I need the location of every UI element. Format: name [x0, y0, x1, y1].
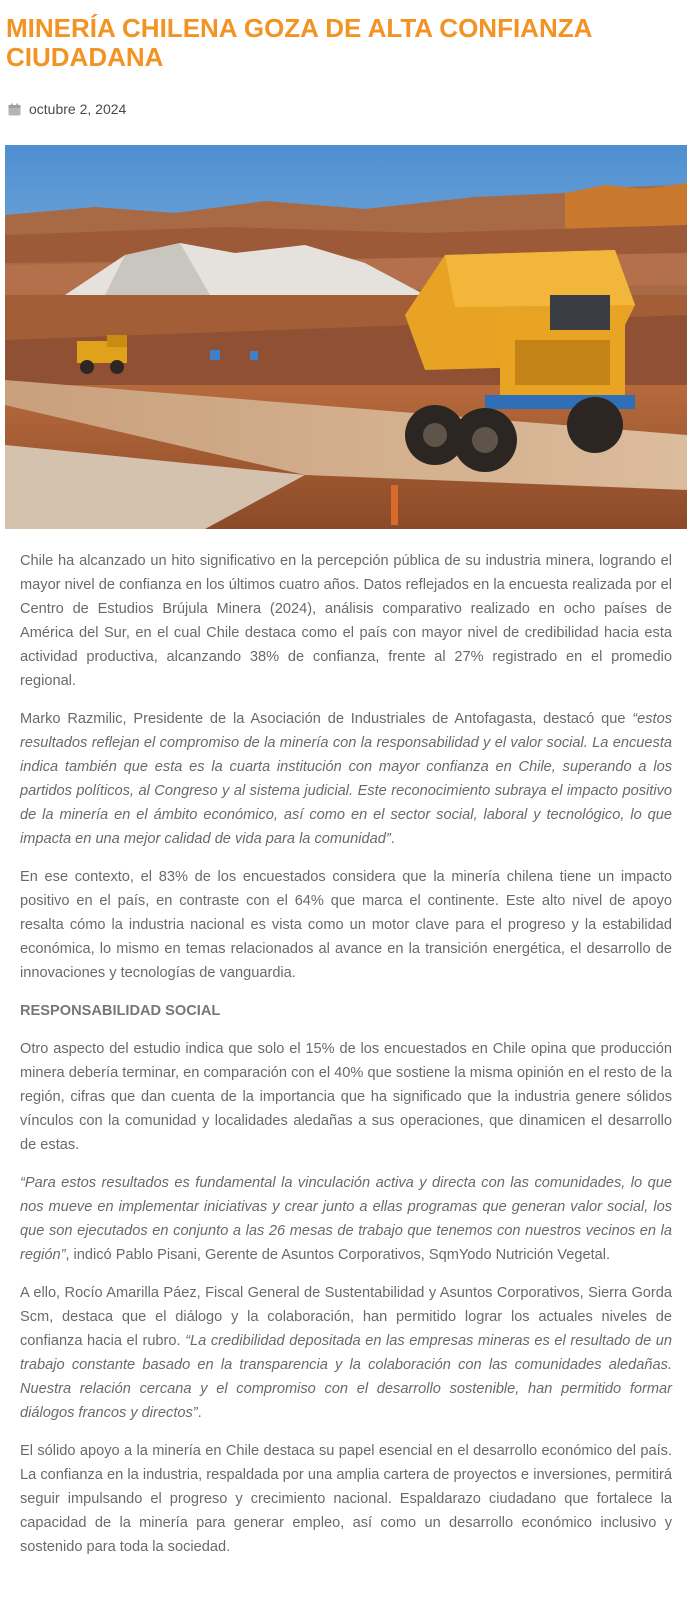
paragraph-5 — [20, 1171, 672, 1267]
paragraph-4: Otro aspecto del estudio indica que solo el 15% de los encuestados en Chile opina que producción minera debería terminar, en comparación con el 40% que sostiene la misma opinión en el resto de la región, cifras que dan cuenta de la importancia que ha significado que la industria genere sólidos vínculos con la comunidad y localidades aledañas a sus operaciones, que dinamicen el desarrollo de estas. — [20, 1041, 672, 1153]
paragraph-5-end: , indicó Pablo Pisani, Gerente de Asuntos Corporativos, SqmYodo Nutrición Vegetal. — [65, 1247, 611, 1263]
paragraph-6-end: . — [197, 1405, 202, 1421]
paragraph-2-intro: Marko Razmilic, Presidente de la Asociación de Industriales de Antofagasta, destacó que — [20, 711, 633, 727]
paragraph-6 — [20, 1281, 672, 1425]
paragraph-2-end: . — [390, 831, 395, 847]
paragraph-1: Chile ha alcanzado un hito significativo en la percepción pública de su industria minera, logrando el mayor nivel de confianza en los últimos cuatro años. Datos reflejados en la encuesta realizada por el Centro de Estudios Brújula Minera (2024), análisis comparativo realizado en ocho países de América del Sur, en el cual Chile destaca como el país con mayor nivel de credibilidad hacia esta actividad productiva, alcanzando 38% de confianza, frente al 27% registrado en el promedio regional. — [20, 553, 672, 689]
calendar-icon — [8, 103, 21, 116]
paragraph-3: En ese contexto, el 83% de los encuestados considera que la minería chilena tiene un impacto positivo en el país, en contraste con el 64% que marca el continente. Este alto nivel de apoyo resalta cómo la industria nacional es vista como un motor clave para el progreso y la estabilidad económica, lo mismo en temas relacionados al avance en la transición energética, el desarrollo de innovaciones y tecnologías de vanguardia. — [20, 869, 672, 981]
article-image — [5, 145, 687, 529]
quote-amarilla: “La credibilidad depositada en las empresas mineras es el resultado de un trabajo constante basado en la transparencia y la colaboración con las comunidades aledañas. Nuestra relación cercana y el compromiso con el desarrollo sostenible, han permitido formar diálogos francos y directos” — [20, 1333, 673, 1421]
article-title: MINERÍA CHILENA GOZA DE ALTA CONFIANZA CIUDADANA — [6, 13, 592, 72]
paragraph-6-intro: A ello, Rocío Amarilla Páez, Fiscal General de Sustentabilidad y Asuntos Corporativos, Sierra Gorda Scm, destaca que el diálogo y la colaboración, han permitido lograr los actuales niveles de confianza hacia el rubro. — [20, 1285, 672, 1349]
paragraph-2 — [20, 707, 672, 851]
paragraph-7: El sólido apoyo a la minería en Chile destaca su papel esencial en el desarrollo económico del país. La confianza en la industria, respaldada por una amplia cartera de proyectos e inversiones, permitirá seguir impulsando el progreso y crecimiento nacional. Espaldarazo ciudadano que fortalece la capacidad de la minería para generar empleo, así como un desarrollo económico inclusivo y sostenido para toda la sociedad. — [20, 1443, 672, 1555]
section-heading: RESPONSABILIDAD SOCIAL — [20, 1003, 221, 1019]
quote-pisani: “Para estos resultados es fundamental la vinculación activa y directa con las comunidades, lo que nos mueve en implementar iniciativas y crear junto a ellas programas que generan valor social, los que son ejecutados en conjunto a las 26 mesas de trabajo que tenemos con nuestros vecinos en la región” — [20, 1175, 672, 1263]
post-date: octubre 2, 2024 — [29, 101, 127, 117]
quote-razmilic: “estos resultados reflejan el compromiso de la minería con la responsabilidad y el valor social. La encuesta indica también que esta es la cuarta institución con mayor confianza en Chile, superando a los partidos políticos, al Congreso y al sistema judicial. Este reconocimiento subraya el impacto positivo de la minería en el ámbito económico, así como en el sector social, laboral y tecnológico, lo que impacta en una mejor calidad de vida para la comunidad” — [20, 711, 672, 847]
article-body — [20, 549, 672, 1573]
post-meta — [8, 100, 126, 118]
